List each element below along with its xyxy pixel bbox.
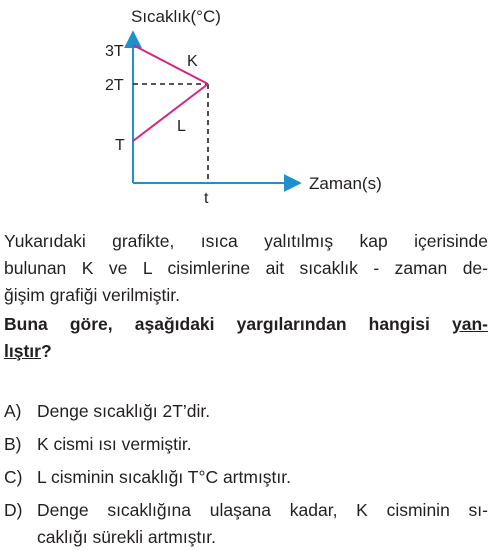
option-c[interactable]: [4, 464, 488, 491]
option-b-letter: B): [4, 434, 22, 454]
option-d-line-1: [4, 497, 488, 524]
option-b-text: K cismi ısı vermiştir.: [37, 434, 192, 454]
question-underlined-part-2: lıştır: [4, 341, 41, 361]
x-axis-label: Zaman(s): [309, 174, 382, 193]
option-c-letter: C): [4, 467, 23, 487]
option-d-text-1: Denge sıcaklığına ulaşana kadar, K cisminin sı-: [37, 500, 488, 520]
question-line-2: [4, 338, 488, 365]
intro-line-3: ğişim grafiği verilmiştir.: [4, 285, 180, 305]
question-underlined-part-1: yan-: [452, 314, 488, 334]
question-line-1-text: Buna göre, aşağıdaki yargılarından hangisi: [4, 314, 453, 334]
y-tick-2t: 2T: [105, 77, 124, 94]
option-d-text-2: caklığı sürekli artmıştır.: [37, 527, 216, 547]
option-a-text: Denge sıcaklığı 2T’dir.: [37, 401, 211, 421]
question-text: [4, 311, 488, 365]
option-d[interactable]: [4, 497, 488, 551]
x-tick-t: t: [204, 190, 209, 207]
intro-line-1: Yukarıdaki grafikte, ısıca yalıtılmış kap içerisinde: [4, 231, 488, 251]
intro-paragraph: [4, 228, 488, 309]
y-tick-3t: 3T: [105, 43, 124, 60]
series-k-label: K: [187, 53, 198, 70]
option-c-text: L cisminin sıcaklığı T°C artmıştır.: [37, 467, 291, 487]
option-b[interactable]: [4, 431, 488, 458]
option-d-letter: D): [4, 500, 23, 520]
intro-line-2: bulunan K ve L cisimlerine ait sıcaklık - zaman de-: [4, 258, 488, 278]
series-l-label: L: [177, 118, 186, 135]
option-a-letter: A): [4, 401, 22, 421]
y-axis-label: Sıcaklık(°C): [131, 7, 221, 26]
y-tick-t: T: [115, 137, 125, 154]
question-line-1: [4, 311, 488, 338]
question-mark: ?: [40, 341, 52, 361]
option-a[interactable]: [4, 398, 488, 425]
series-l-line: [133, 84, 208, 141]
temperature-time-graph: [0, 0, 492, 215]
